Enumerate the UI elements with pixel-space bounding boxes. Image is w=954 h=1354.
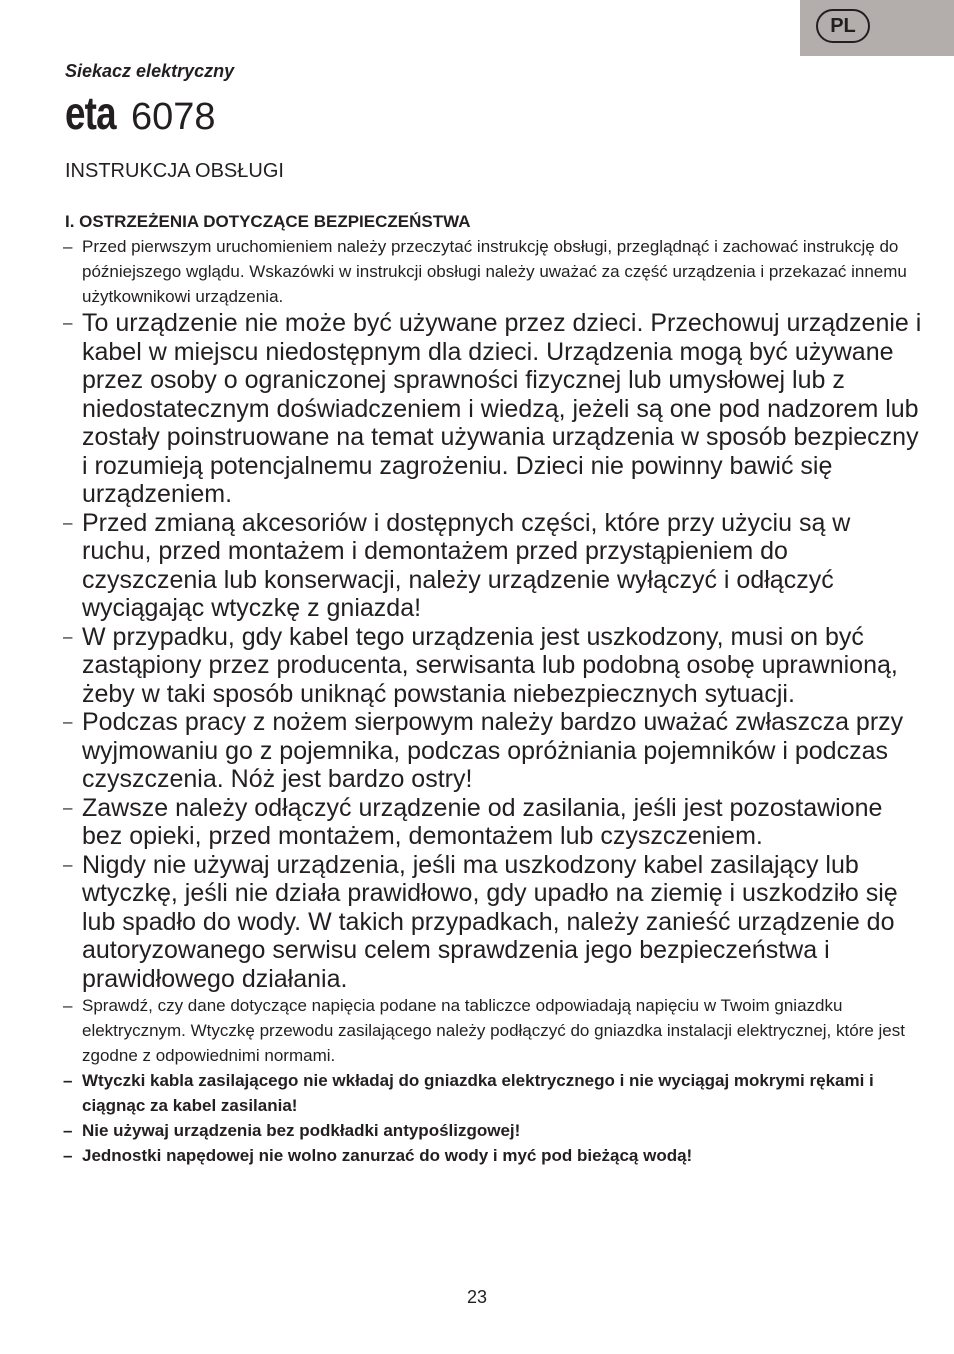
list-item-text: Przed zmianą akcesoriów i dostępnych części, które przy użyciu są w ruchu, przed montażem i demontażem przed przystąpieniem do czyszczenia lub konserwacji, należy urządzenie wyłączyć i odłączyć wyciągając wtyczkę z gniazda! — [82, 508, 851, 622]
list-item-text: Nie używaj urządzenia bez podkładki antypoślizgowej! — [82, 1121, 521, 1140]
list-item — [63, 623, 923, 709]
list-dash: – — [63, 1146, 73, 1165]
list-dash: – — [63, 512, 73, 532]
list-item-text: Wtyczki kabla zasilającego nie wkładaj do gniazdka elektrycznego i nie wyciągaj mokrymi rękami i ciągnąc za kabel zasilania! — [82, 1071, 874, 1115]
list-item — [63, 851, 923, 994]
list-dash: – — [63, 313, 73, 332]
language-badge: PL — [816, 9, 870, 43]
section-heading: I. OSTRZEŻENIA DOTYCZĄCE BEZPIECZEŃSTWA — [65, 212, 471, 231]
list-item — [63, 509, 923, 623]
list-item-text: Nigdy nie używaj urządzenia, jeśli ma uszkodzony kabel zasilający lub wtyczkę, jeśli nie działa prawidłowo, gdy upadło na ziemię i uszkodziło się lub spadło do wody. W takich przypadkach, należy zanieść urządzenie do autoryzowanego serwisu celem sprawdzenia jego bezpieczeństwa i prawidłowego działania. — [82, 850, 898, 993]
list-dash: – — [63, 1071, 73, 1090]
document-title: INSTRUKCJA OBSŁUGI — [65, 160, 284, 182]
product-model — [65, 88, 216, 138]
list-dash: – — [63, 712, 73, 731]
list-item-text: Jednostki napędowej nie wolno zanurzać do wody i myć pod bieżącą wodą! — [82, 1146, 693, 1165]
list-item — [63, 708, 923, 794]
product-subtitle: Siekacz elektryczny — [65, 61, 235, 81]
list-item — [63, 234, 923, 309]
list-item — [63, 1118, 923, 1143]
list-dash: – — [63, 237, 73, 256]
safety-warnings-list — [63, 234, 923, 1168]
model-number: 6078 — [131, 96, 216, 138]
list-dash: – — [63, 854, 73, 874]
list-item — [63, 794, 923, 851]
list-item — [63, 1143, 923, 1168]
page-number: 23 — [466, 1287, 488, 1307]
list-dash: – — [63, 1121, 73, 1140]
list-item-text: Podczas pracy z nożem sierpowym należy bardzo uważać zwłaszcza przy wyjmowaniu go z pojemnika, podczas opróżniania pojemników i podczas czyszczenia. Nóż jest bardzo ostry! — [82, 708, 904, 793]
brand-logo: eta — [65, 87, 116, 139]
list-item-text: Przed pierwszym uruchomieniem należy przeczytać instrukcję obsługi, przeglądnąć i zachować instrukcję do późniejszego wglądu. Wskazówki w instrukcji obsługi należy uważać za część urządzenia i przekazać innemu użytkownikowi urządzenia. — [82, 237, 907, 306]
list-item-text: Zawsze należy odłączyć urządzenie od zasilania, jeśli jest pozostawione bez opieki, przed montażem, demontażem lub czyszczeniem. — [82, 793, 883, 850]
list-item — [63, 309, 923, 509]
list-item-text: W przypadku, gdy kabel tego urządzenia jest uszkodzony, musi on być zastąpiony przez producenta, serwisanta lub podobną osobę uprawnioną, żeby w taki sposób uniknąć powstania niebezpiecznych sytuacji. — [82, 622, 898, 708]
list-dash: – — [63, 626, 73, 646]
list-item-text: Sprawdź, czy dane dotyczące napięcia podane na tabliczce odpowiadają napięciu w Twoim gniazdku elektrycznym. Wtyczkę przewodu zasilającego należy podłączyć do gniazdka instalacji elektrycznej, które jest zgodne z odpowiednimi normami. — [82, 996, 905, 1065]
list-item — [63, 1068, 923, 1118]
list-item-text: To urządzenie nie może być używane przez dzieci. Przechowuj urządzenie i kabel w miejscu niedostępnym dla dzieci. Urządzenia mogą być używane przez osoby o ograniczonej sprawności fizycznej lub umysłowej lub z niedostatecznym doświadczeniem i wiedzą, jeżeli są one pod nadzorem lub zostały poinstruowane na temat używania urządzenia w sposób bezpieczny i rozumieją potencjalnemu zagrożeniu. Dzieci nie powinny bawić się urządzeniem. — [82, 309, 922, 508]
list-dash: – — [63, 797, 73, 817]
list-dash: – — [63, 996, 73, 1015]
list-item — [63, 993, 923, 1068]
language-tab — [800, 0, 954, 56]
